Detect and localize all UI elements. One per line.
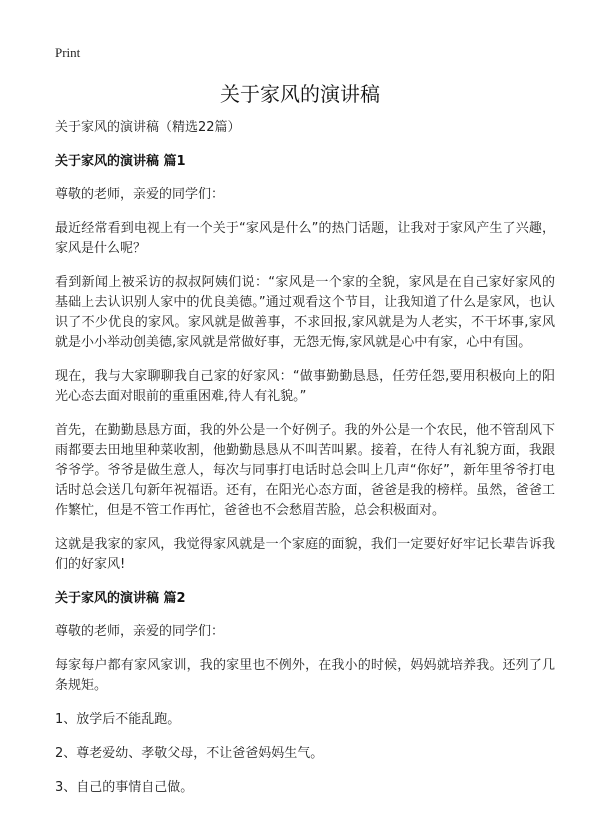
paragraph: 尊敬的老师，亲爱的同学们： — [55, 624, 225, 639]
section-heading: 关于家风的演讲稿 篇1 — [55, 154, 186, 169]
document-subtitle: 关于家风的演讲稿（精选22篇） — [55, 120, 241, 135]
paragraph: 最近经常看到电视上有一个关于“家风是什么”的热门话题，让我对于家风产生了兴趣，家风是什么呢？ — [55, 221, 555, 256]
list-item: 3、自己的事情自己做。 — [55, 780, 194, 795]
section-1 — [55, 152, 555, 575]
paragraph: 看到新闻上被采访的叔叔阿姨们说：“家风是一个家的全貌，家风是在自己家好家风的基础上去认识别人家中的优良美德。”通过观看这个节目，让我知道了什么是家风，也认识了不少优良的家风。家风就是做善事，不求回报,家风就是为人老实，不干坏事,家风就是小小举动创美德,家风就是常做好事，无怨无悔,家风就是心中有家，心中有国。 — [55, 275, 555, 350]
section-2 — [55, 589, 555, 798]
paragraph: 现在，我与大家聊聊我自己家的好家风：“做事勤勤恳恳，任劳任怨,要用积极向上的阳光心态去面对眼前的重重困难,待人有礼貌。” — [55, 369, 555, 404]
list-item: 2、尊老爱幼、孝敬父母，不让爸爸妈妈生气。 — [55, 746, 324, 761]
paragraph: 这就是我家的家风，我觉得家风就是一个家庭的面貌，我们一定要好好牢记长辈告诉我们的好家风! — [55, 537, 555, 572]
section-heading: 关于家风的演讲稿 篇2 — [55, 591, 186, 606]
paragraph: 尊敬的老师，亲爱的同学们： — [55, 187, 225, 202]
page-title: 关于家风的演讲稿 — [220, 82, 380, 106]
list-item: 1、放学后不能乱跑。 — [55, 712, 181, 727]
paragraph: 首先，在勤勤恳恳方面，我的外公是一个好例子。我的外公是一个农民，他不管刮风下雨都要去田地里种菜收割，他勤勤恳恳从不叫苦叫累。接着，在待人有礼貌方面，我跟爷爷学。爷爷是做生意人，每次与同事打电话时总会叫上几声“你好”，新年里爷爷打电话时总会送几句新年祝福语。还有，在阳光心态方面，爸爸是我的榜样。虽然，爸爸工作繁忙，但是不管工作再忙，爸爸也不会愁眉苦脸，总会积极面对。 — [55, 423, 555, 518]
print-link[interactable]: Print — [55, 45, 81, 60]
paragraph: 每家每户都有家风家训，我的家里也不例外，在我小的时候，妈妈就培养我。还列了几条规矩。 — [55, 658, 555, 693]
document-body — [55, 118, 555, 812]
